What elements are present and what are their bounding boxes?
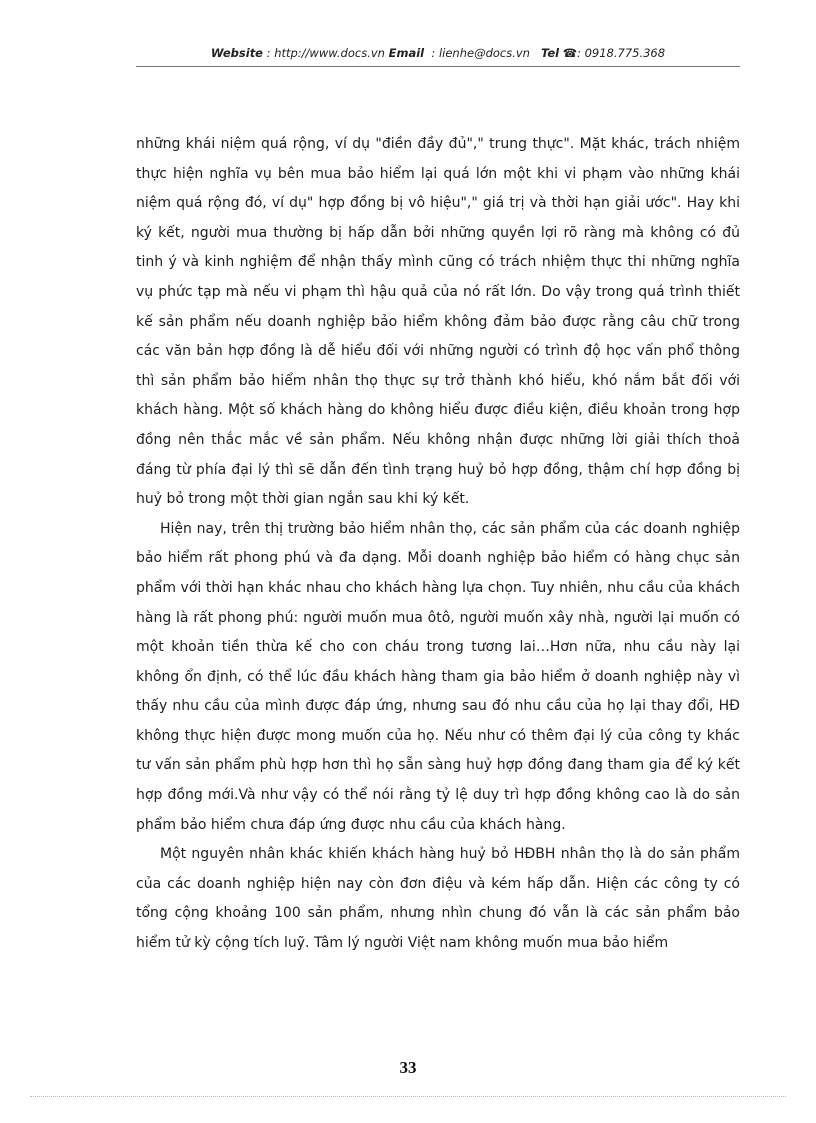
paragraph-1: những khái niệm quá rộng, ví dụ "điền đầy đủ"," trung thực". Mặt khác, trách nhiệm thực hiện nghĩa vụ bên mua bảo hiểm lại quá lớn một khi vi phạm vào những khái niệm quá rộng đó, ví dụ" hợp đồng bị vô hiệu"," giá trị và thời hạn giải ước". Hay khi ký kết, người mua thường bị hấp dẫn bởi những quyền lợi rõ ràng mà không có đủ tinh ý và kinh nghiệm để nhận thấy mình cũng có trách nhiệm thực thi những nghĩa vụ phức tạp mà nếu vi phạm thì hậu quả của nó rất lớn. Do vậy trong quá trình thiết kế sản phẩm nếu doanh nghiệp bảo hiểm không đảm bảo được rằng câu chữ trong các văn bản hợp đồng là dễ hiểu đối với những người có trình độ học vấn phổ thông thì sản phẩm bảo hiểm nhân thọ thực sự trở thành khó hiểu, khó nắm bắt đối với khách hàng. Một số khách hàng do không hiểu được điều kiện, điều khoản trong hợp đồng nên thắc mắc về sản phẩm. Nếu không nhận được những lời giải thích thoả đáng từ phía đại lý thì sẽ dẫn đến tình trạng huỷ bỏ hợp đồng, thậm chí hợp đồng bị huỷ bỏ trong một thời gian ngắn sau khi ký kết. [136, 136, 740, 508]
tel-label: Tel [540, 46, 560, 60]
paragraph-2: Hiện nay, trên thị trường bảo hiểm nhân thọ, các sản phẩm của các doanh nghiệp bảo hiểm rất phong phú và đa dạng. Mỗi doanh nghiệp bảo hiểm có hàng chục sản phẩm với thời hạn khác nhau cho khách hàng lựa chọn. Tuy nhiên, nhu cầu của khách hàng là rất phong phú: người muốn mua ôtô, người muốn xây nhà, người lại muốn có một khoản tiền thừa kế cho con cháu trong tương lai…Hơn nữa, nhu cầu này lại không ổn định, có thể lúc đầu khách hàng tham gia bảo hiểm ở doanh nghiệp này vì thấy nhu cầu của mình được đáp ứng, nhưng sau đó nhu cầu của họ lại thay đổi, HĐ không thực hiện được mong muốn của họ. Nếu như có thêm đại lý của công ty khác tư vấn sản phẩm phù hợp hơn thì họ sẵn sàng huỷ hợp đồng đang tham gia để ký kết hợp đồng mới.Và như vậy có thể nói rằng tỷ lệ duy trì hợp đồng không cao là do sản phẩm bảo hiểm chưa đáp ứng được nhu cầu của khách hàng. [136, 520, 740, 833]
tel-value: 0918.775.368 [584, 46, 666, 60]
email-label: Email [388, 46, 425, 60]
footer-divider [30, 1096, 786, 1097]
paragraph-3: Một nguyên nhân khác khiến khách hàng huỷ bỏ HĐBH nhân thọ là do sản phẩm của các doanh nghiệp hiện nay còn đơn điệu và kém hấp dẫn. Hiện các công ty có tổng cộng khoảng 100 sản phẩm, nhưng nhìn chung đó vẫn là các sản phẩm bảo hiểm tử kỳ cộng tích luỹ. Tâm lý người Việt nam không muốn mua bảo hiểm [136, 846, 740, 952]
document-body [136, 130, 740, 959]
page-header: Website : http://www.docs.vn Email : lienhe@docs.vn Tel ☎: 0918.775.368 [210, 46, 666, 60]
website-label: Website [210, 46, 263, 60]
website-value[interactable]: http://www.docs.vn [274, 46, 385, 60]
header-divider [136, 66, 740, 67]
phone-icon: ☎ [562, 46, 578, 60]
page-number: 33 [399, 1058, 417, 1077]
email-value[interactable]: lienhe@docs.vn [438, 46, 530, 60]
